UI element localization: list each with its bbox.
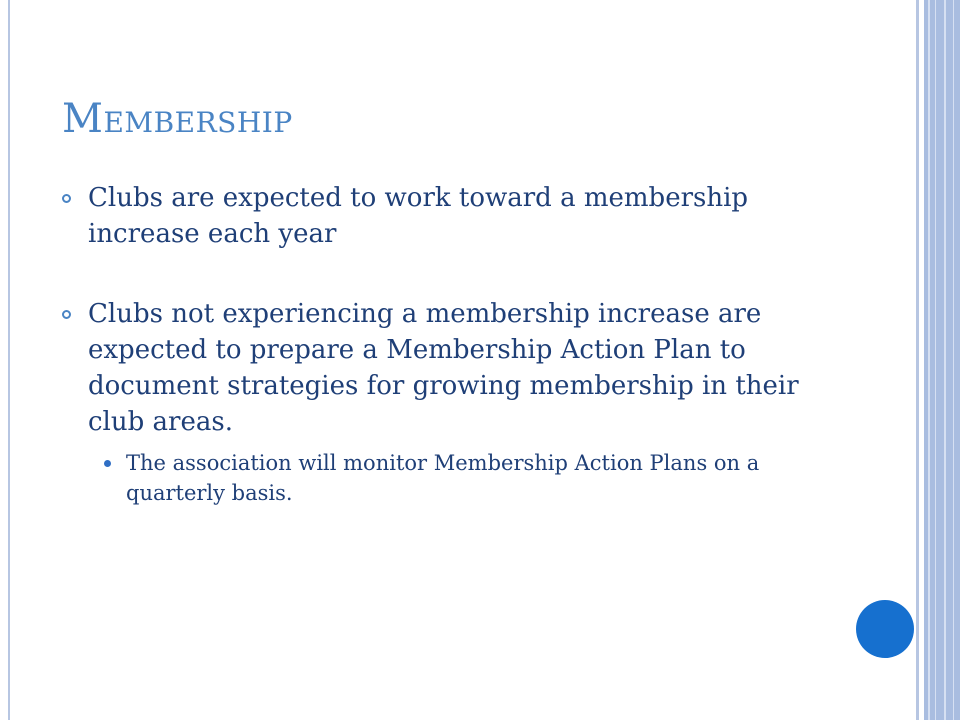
bullet-text: Clubs not experiencing a membership increase are expected to prepare a Membership Action Plan to document strategies for growing membership in their club areas. bbox=[88, 299, 799, 437]
bullet-list bbox=[62, 180, 822, 552]
accent-circle bbox=[856, 600, 914, 658]
band-stripe bbox=[928, 0, 930, 720]
band-stripe bbox=[944, 0, 946, 720]
band-stripe bbox=[935, 0, 936, 720]
left-frame-line bbox=[8, 0, 10, 720]
sub-bullet-item bbox=[104, 448, 822, 508]
bullet-item bbox=[62, 296, 822, 508]
sub-bullet-text: The association will monitor Membership Action Plans on a quarterly basis. bbox=[126, 451, 760, 505]
sub-bullet-list bbox=[88, 448, 822, 508]
dot-bullet-icon bbox=[104, 460, 111, 467]
right-decorative-band bbox=[924, 0, 960, 720]
band-stripe bbox=[953, 0, 954, 720]
bullet-text: Clubs are expected to work toward a membership increase each year bbox=[88, 183, 749, 249]
right-frame-line bbox=[916, 0, 919, 720]
ring-bullet-icon bbox=[62, 194, 71, 203]
bullet-item bbox=[62, 180, 822, 252]
slide-title: Membership bbox=[62, 96, 293, 142]
ring-bullet-icon bbox=[62, 310, 71, 319]
